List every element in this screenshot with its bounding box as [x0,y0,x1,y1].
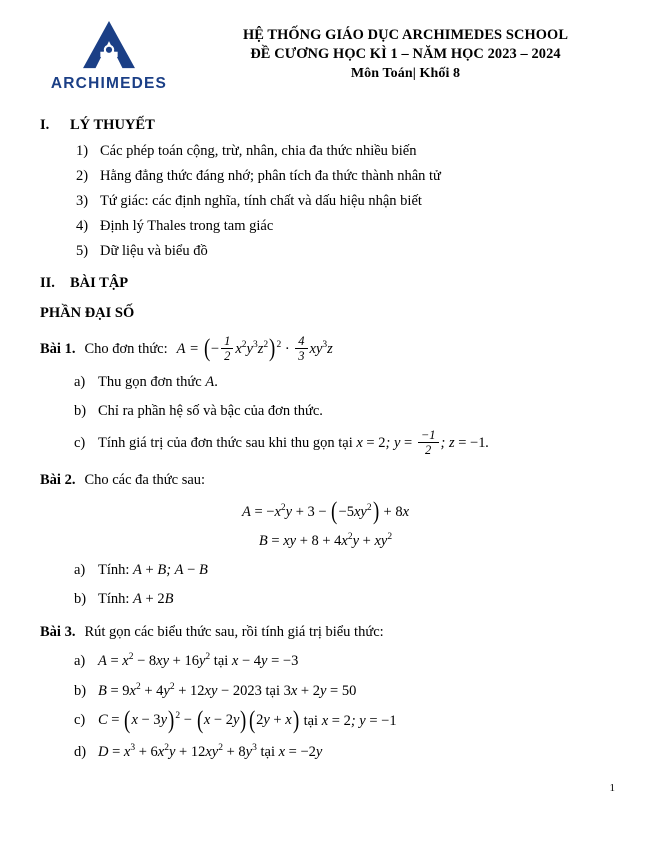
list-text: Các phép toán cộng, trừ, nhân, chia đa thức nhiều biến [100,143,417,160]
logo-wordmark: ARCHIMEDES [50,75,168,92]
school-name: HỆ THỐNG GIÁO DỤC ARCHIMEDES SCHOOL [242,27,569,43]
list-marker: c) [74,712,86,729]
list-text: $D = x^3 + 6x^2y + 12xy^2 + 8y^3$ tại x = −2y [98,742,323,760]
list-marker: a) [74,374,86,391]
problem-prompt: Rút gọn các biểu thức sau, rồi tính giá trị biểu thức: [84,624,384,641]
list-marker: b) [74,682,87,699]
problem-2-subparts [34,559,617,610]
page-number: 1 [609,782,615,794]
part-heading-algebra: PHẦN ĐẠI SỐ [40,305,135,322]
list-marker: 4) [76,218,89,235]
list-marker: 2) [76,168,89,185]
list-text: Tính: A + B; A − B [98,562,208,579]
list-item [74,741,617,763]
list-text: $A = x^2 - 8xy + 16y^2$ tại x − 4y = −3 [98,652,299,670]
equation-B: B = xy + $8 + 4x^2y + xy^2$ [258,532,393,550]
list-item [76,215,617,237]
section-heading-theory [34,114,617,136]
list-text: Tính giá trị của đơn thức sau khi thu gọn tại x = 2; y = $\frac{-1}{2}$ ; z = −1. [98,428,490,458]
list-item [74,680,617,702]
list-text: Tứ giác: các định nghĩa, tính chất và dấu hiệu nhận biết [100,193,422,210]
problem-3-subparts [34,650,617,762]
problem-1-header [40,335,617,364]
document-title: ĐỀ CƯƠNG HỌC KÌ 1 – NĂM HỌC 2023 – 2024 [250,46,561,62]
list-marker: 1) [76,143,89,160]
list-item [76,165,617,187]
list-item [74,588,617,610]
section-title: LÝ THUYẾT [70,117,155,133]
theory-list [34,140,617,262]
archimedes-a-logo-icon [80,20,138,70]
section-heading-exercises [34,272,617,294]
list-item [76,140,617,162]
list-marker: d) [74,743,87,760]
list-text: Hằng đẳng thức đáng nhớ; phân tích đa thức thành nhân tử [100,168,441,185]
document-body [34,114,617,763]
list-marker: b) [74,403,87,420]
list-item [74,650,617,672]
list-item [74,371,617,393]
document-header [34,18,617,104]
list-text: $C = (x - 3y)^2 - (x - 2y)(2y + x)$ tại x = 2; y = −1 [98,706,397,734]
list-item [76,240,617,262]
list-item [74,429,617,458]
problem-prompt: Cho đơn thức: [84,341,168,358]
list-item [74,706,617,734]
list-text: Tính: A + 2B [98,591,174,608]
list-text: Chỉ ra phần hệ số và bậc của đơn thức. [98,403,323,420]
section-number: II. [40,275,55,292]
subject-grade: Môn Toán| Khối 8 [350,66,461,81]
list-marker: a) [74,562,86,579]
problem-label: Bài 3. [40,624,76,641]
list-marker: 5) [76,243,89,260]
list-text: $B = 9x^2 + 4y^2 + 12xy - 2023$ tại 3x + 2y = 50 [98,681,357,699]
list-item [74,559,617,581]
list-item [74,400,617,422]
list-marker: c) [74,435,86,452]
list-marker: 3) [76,193,89,210]
problem-2-equations [34,500,617,552]
header-titles [194,18,617,83]
list-item [76,190,617,212]
list-text: Định lý Thales trong tam giác [100,218,274,235]
equation-A: $A = -x^2y + 3 - (-5xy^2) + 8x$ [241,498,410,526]
problem-2-header [40,469,617,491]
problem-label: Bài 2. [40,472,76,489]
problem-label: Bài 1. [40,341,76,358]
list-marker: b) [74,591,87,608]
list-marker: a) [74,653,86,670]
problem-prompt: Cho các đa thức sau: [84,472,206,489]
section-title: BÀI TẬP [70,275,129,292]
list-text: Dữ liệu và biểu đồ [100,243,208,260]
section-number: I. [40,117,50,133]
problem-3-header [40,621,617,643]
school-logo [34,18,184,93]
list-text: Thu gọn đơn thức A. [98,374,218,391]
problem-1-subparts [34,371,617,458]
problem-1-expression: A = (− $\frac{1}{2}$ $x^2y^3z^2)^2$ · $\frac{4}{3}$ $xy^3z$ [176,334,333,364]
